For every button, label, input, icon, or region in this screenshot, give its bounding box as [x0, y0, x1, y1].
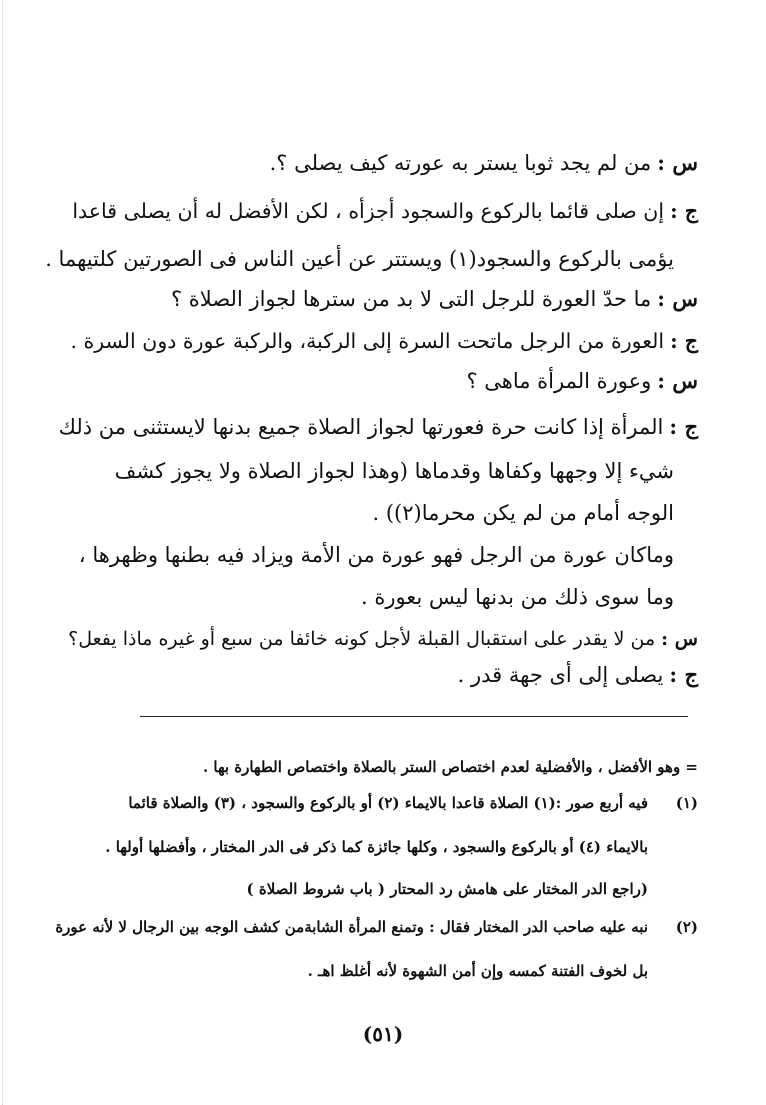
scan-edge-dots — [2, 0, 5, 1105]
answer-continuation — [361, 582, 674, 612]
question-label: س : — [657, 368, 698, 393]
answer-line — [58, 412, 698, 442]
question-label: س : — [657, 286, 698, 311]
footnote-2-line: بل لخوف الفتنة كمسه وإن أمن الشهوة لأنه أغلظ اهـ . — [307, 962, 648, 980]
line-text: من لا يقدر على استقبال القبلة لأجل كونه خائفا من سبع أو غيره ماذا يفعل؟ — [68, 628, 656, 650]
line-text: المرأة إذا كانت حرة فعورتها لجواز الصلاة جميع بدنها لايستثنى من ذلك — [58, 415, 664, 439]
line-text: يؤمى بالركوع والسجود(١) ويستتر عن أعين الناس فى الصورتين كلتيهما . — [45, 247, 674, 271]
footnote-2-line: نبه عليه صاحب الدر المختار فقال : وتمنع المرأة الشابةمن كشف الوجه بين الرجال لا لأنه عورة — [55, 918, 648, 936]
answer-line — [58, 196, 698, 226]
line-text: الوجه أمام من لم يكن محرما(٢)) . — [372, 501, 674, 525]
answer-label: ج : — [670, 329, 698, 353]
line-text: يصلى إلى أى جهة قدر . — [457, 663, 664, 687]
footnote-separator — [140, 716, 688, 717]
footnote-number: (٢) — [675, 918, 698, 936]
answer-label: ج : — [670, 199, 698, 223]
answer-line — [58, 326, 698, 356]
question-label: س : — [661, 628, 698, 650]
answer-line — [58, 660, 698, 690]
answer-continuation — [373, 498, 674, 528]
question-line — [58, 284, 698, 314]
line-text: شيء إلا وجهها وكفاها وقدماها (وهذا لجواز الصلاة ولا يجوز كشف — [114, 459, 674, 483]
page-number: (٥١) — [362, 1022, 404, 1046]
question-line — [58, 366, 698, 396]
answer-label: ج : — [669, 414, 698, 439]
line-text: وماكان عورة من الرجل فهو عورة من الأمة ويزاد فيه بطنها وظهرها ، — [78, 543, 674, 567]
line-text: إن صلى قائما بالركوع والسجود أجزأه ، لكن الأفضل له أن يصلى قاعدا — [72, 199, 665, 223]
footnote-1-line: فيه أربع صور :(١) الصلاة قاعدا بالايماء (٢) أو بالركوع والسجود ، (٣) والصلاة قائما — [128, 794, 648, 812]
line-text: العورة من الرجل ماتحت السرة إلى الركبة، والركبة عورة دون السرة . — [70, 329, 665, 353]
footnote-continuation: = وهو الأفضل ، والأفضلية لعدم اختصاص الستر بالصلاة واختصاص الطهارة بها . — [202, 758, 698, 776]
footnote-number: (١) — [675, 794, 698, 812]
answer-continuation — [115, 456, 674, 486]
answer-continuation — [79, 540, 674, 570]
line-text: من لم يجد ثوبا يستر به عورته كيف يصلى ؟. — [269, 151, 652, 175]
question-label: س : — [657, 150, 698, 175]
answer-label: ج : — [669, 662, 698, 687]
question-line — [58, 148, 698, 178]
line-text: وعورة المرأة ماهى ؟ — [466, 369, 652, 393]
line-text: وما سوى ذلك من بدنها ليس بعورة . — [360, 585, 674, 609]
question-line — [58, 624, 698, 654]
line-text: ما حدّ العورة للرجل التى لا بد من سترها لجواز الصلاة ؟ — [170, 287, 652, 311]
answer-continuation — [45, 244, 674, 274]
footnote-1-line: (راجع الدر المختار على هامش رد المحتار ( باب شروط الصلاة ) — [246, 880, 648, 898]
footnote-1-line: بالايماء (٤) أو بالركوع والسجود ، وكلها جائزة كما ذكر فى الدر المختار ، وأفضلها أولها . — [105, 838, 648, 856]
